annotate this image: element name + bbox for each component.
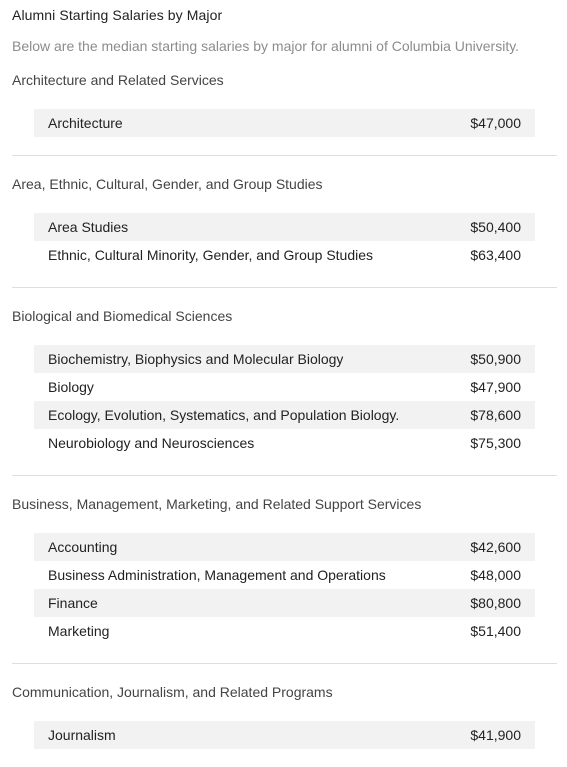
table-row xyxy=(34,561,535,589)
salary-table xyxy=(34,213,535,269)
section-title: Area, Ethnic, Cultural, Gender, and Group Studies xyxy=(12,176,323,192)
table-row xyxy=(34,213,535,241)
major-name: Finance xyxy=(48,595,98,611)
section-title: Architecture and Related Services xyxy=(12,72,224,88)
section-biological-sciences xyxy=(12,288,557,476)
section-architecture xyxy=(12,71,557,156)
section-communication xyxy=(12,664,557,767)
major-name: Biology xyxy=(48,379,94,395)
section-title: Communication, Journalism, and Related Programs xyxy=(12,684,333,700)
salary-table xyxy=(34,721,535,749)
major-name: Biochemistry, Biophysics and Molecular Biology xyxy=(48,351,344,367)
salary-value: $42,600 xyxy=(470,539,521,555)
sections-list xyxy=(12,71,557,767)
salary-value: $51,400 xyxy=(470,623,521,639)
table-row xyxy=(34,589,535,617)
table-row xyxy=(34,429,535,457)
salary-value: $78,600 xyxy=(470,407,521,423)
major-name: Ecology, Evolution, Systematics, and Population Biology. xyxy=(48,407,400,423)
salary-value: $63,400 xyxy=(470,247,521,263)
salary-value: $80,800 xyxy=(470,595,521,611)
salary-value: $41,900 xyxy=(470,727,521,743)
salary-value: $47,900 xyxy=(470,379,521,395)
salary-value: $48,000 xyxy=(470,567,521,583)
salary-value: $50,400 xyxy=(470,219,521,235)
major-name: Business Administration, Management and Operations xyxy=(48,567,386,583)
table-row xyxy=(34,533,535,561)
section-title: Business, Management, Marketing, and Related Support Services xyxy=(12,496,422,512)
table-row xyxy=(34,373,535,401)
salary-table xyxy=(34,533,535,645)
major-name: Accounting xyxy=(48,539,118,555)
salary-value: $47,000 xyxy=(470,115,521,131)
page-title: Alumni Starting Salaries by Major xyxy=(12,7,223,23)
major-name: Journalism xyxy=(48,727,116,743)
table-row xyxy=(34,109,535,137)
salary-value: $75,300 xyxy=(470,435,521,451)
major-name: Neurobiology and Neurosciences xyxy=(48,435,255,451)
table-row xyxy=(34,721,535,749)
table-row xyxy=(34,401,535,429)
major-name: Area Studies xyxy=(48,219,129,235)
major-name: Ethnic, Cultural Minority, Gender, and Group Studies xyxy=(48,247,374,263)
section-area-studies xyxy=(12,156,557,288)
table-row xyxy=(34,241,535,269)
salary-table xyxy=(34,109,535,137)
major-name: Marketing xyxy=(48,623,110,639)
salary-value: $50,900 xyxy=(470,351,521,367)
section-business xyxy=(12,476,557,664)
salary-table xyxy=(34,345,535,457)
table-row xyxy=(34,345,535,373)
table-row xyxy=(34,617,535,645)
major-name: Architecture xyxy=(48,115,123,131)
page-subtitle: Below are the median starting salaries by major for alumni of Columbia University. xyxy=(12,38,520,54)
section-title: Biological and Biomedical Sciences xyxy=(12,308,233,324)
